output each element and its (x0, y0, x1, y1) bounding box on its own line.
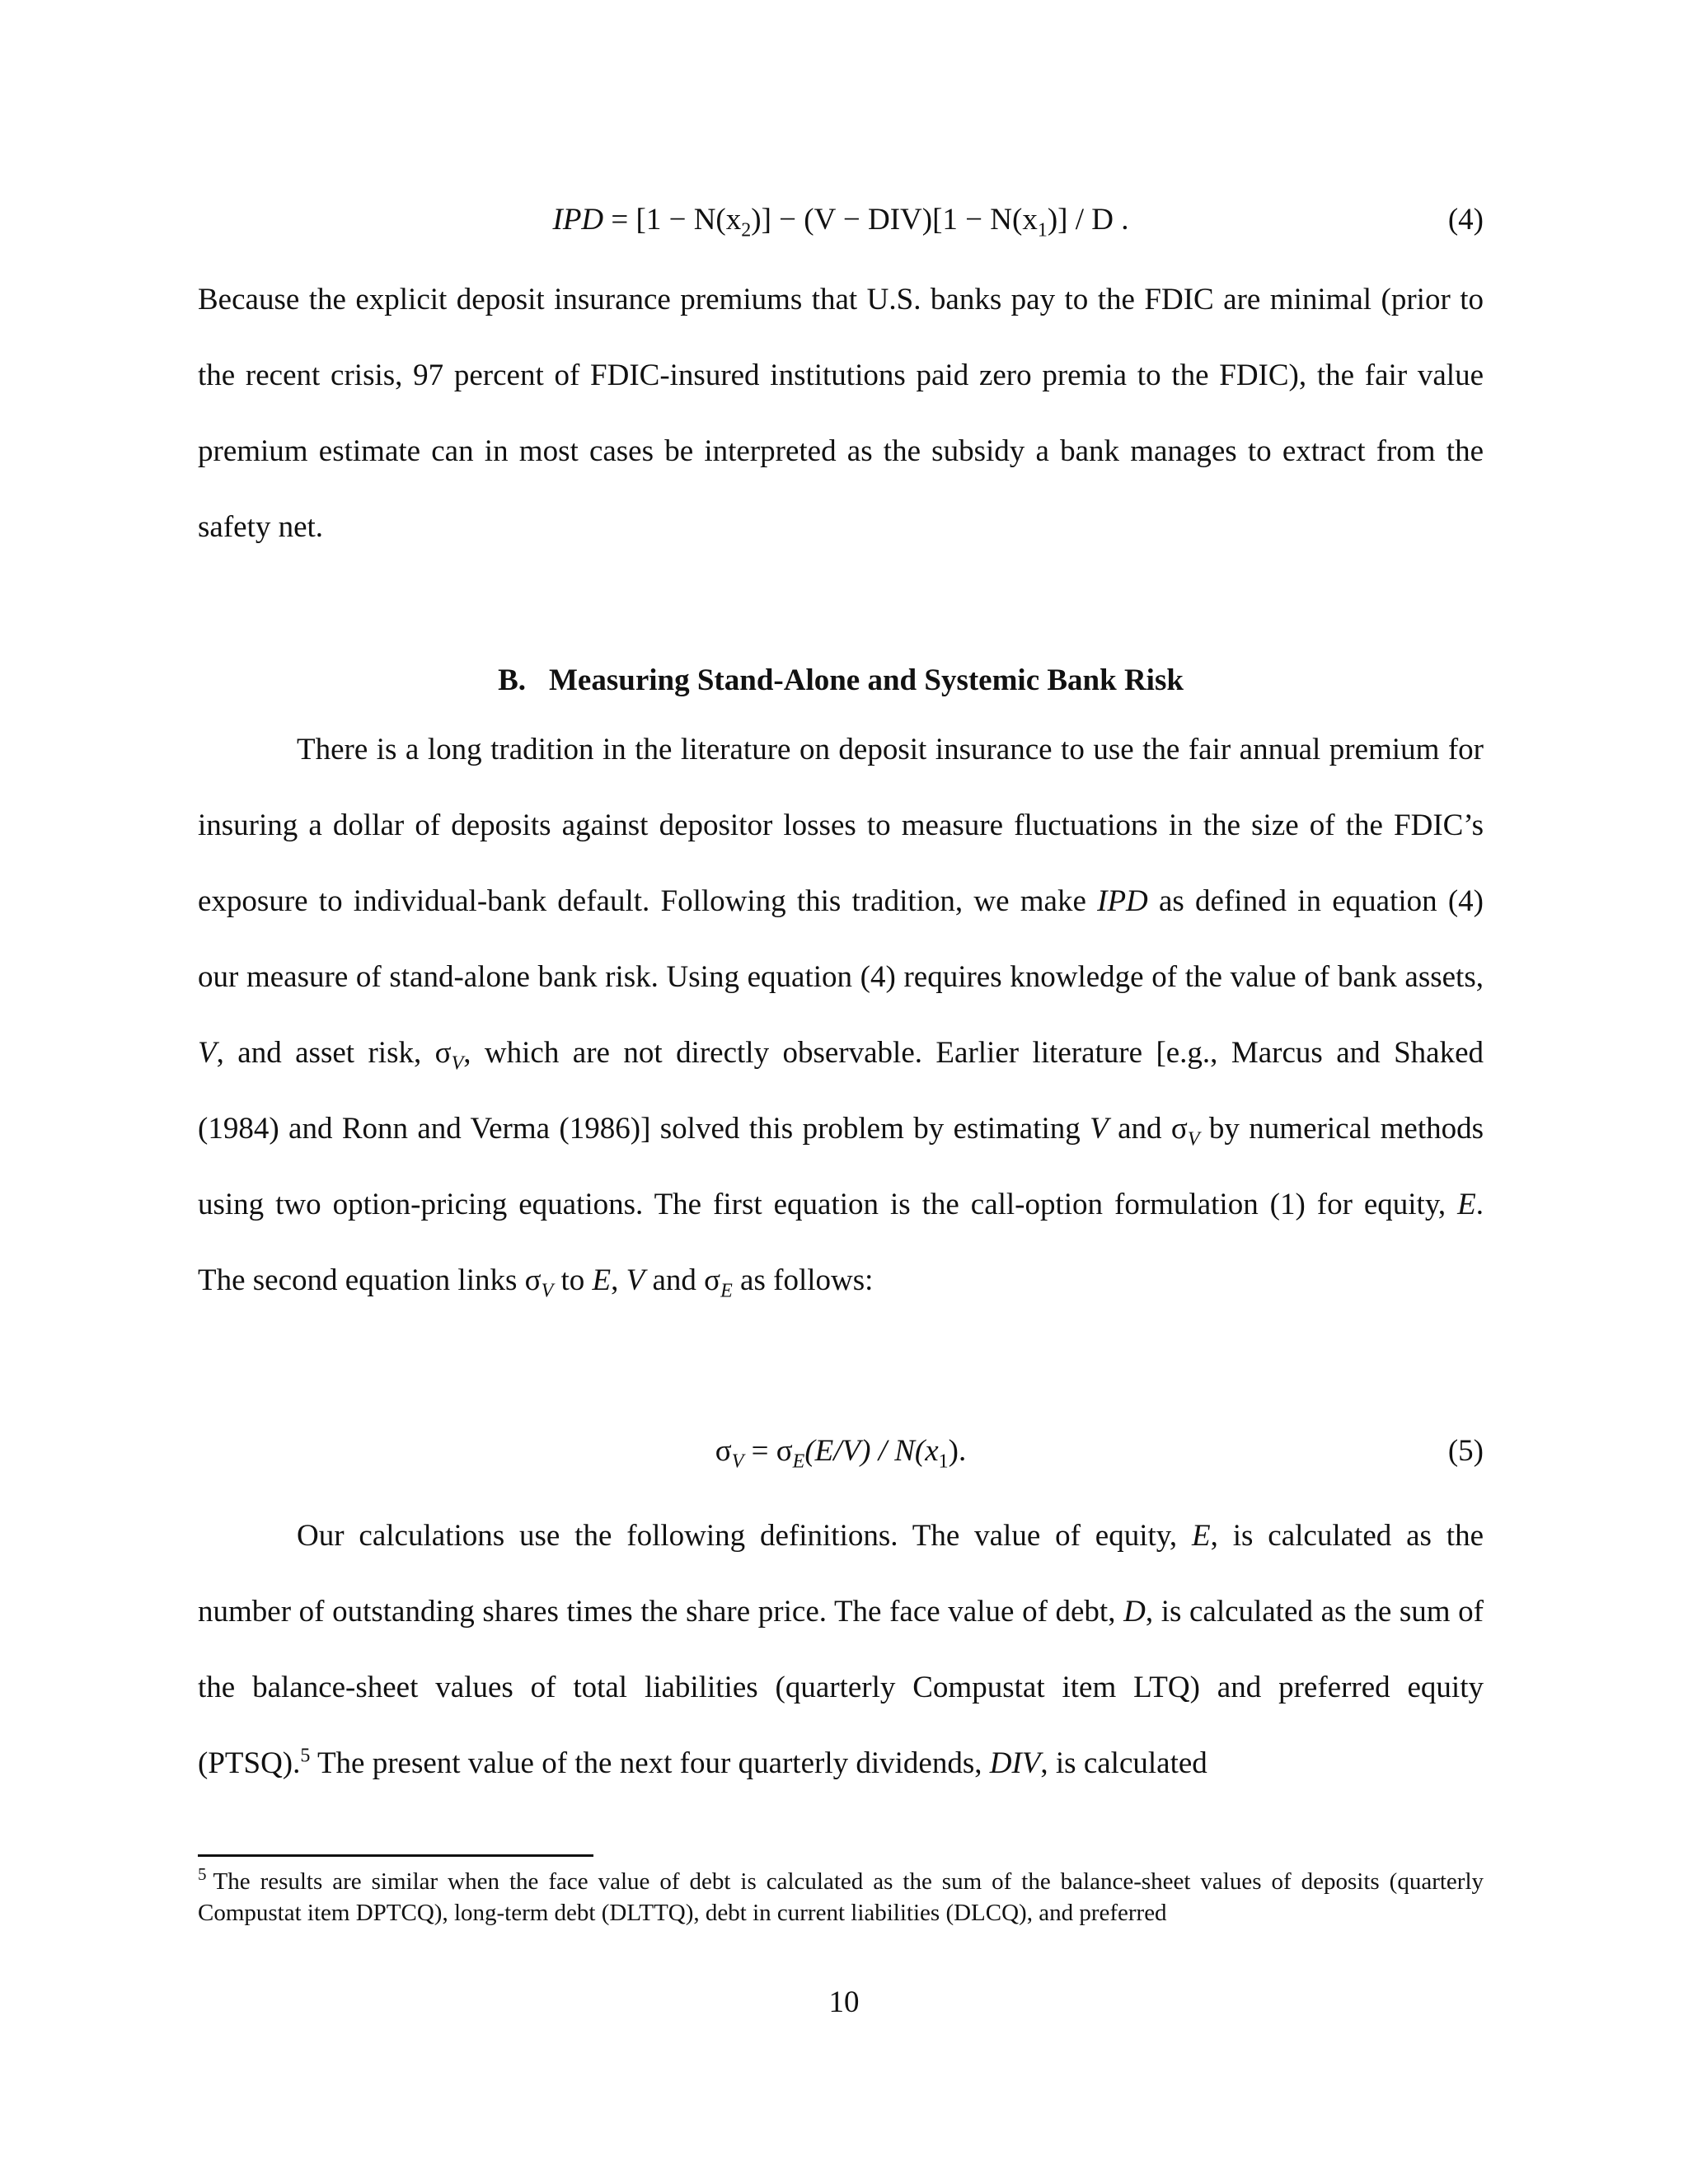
symbol-v: V (626, 1263, 645, 1297)
eq4-sub: 1 (1037, 219, 1048, 241)
symbol-sub-v: V (1187, 1128, 1200, 1151)
symbol-sub-e: E (720, 1280, 733, 1302)
text-run: . The second equation links σ (198, 1188, 1484, 1297)
text-run: , is calculated as the sum of the balance-sheet values of total liabilities (quarterly Compustat item LTQ) and preferred equity (PTSQ). (198, 1595, 1484, 1780)
symbol-div: DIV (989, 1746, 1041, 1780)
section-title: Measuring Stand-Alone and Systemic Bank Risk (549, 663, 1184, 697)
eq4-part: = [1 − N(x (603, 203, 742, 237)
section-heading (198, 656, 1484, 705)
symbol-ipd: IPD (1097, 884, 1148, 918)
equation-5-number: (5) (1447, 1434, 1484, 1468)
eq5-part: (E/V) / N(x (804, 1434, 939, 1468)
text-run: , and asset risk, σ (216, 1036, 452, 1070)
page-number: 10 (828, 1985, 860, 2019)
paragraph-stand-alone-risk (198, 712, 1484, 1319)
symbol-e: E (1192, 1519, 1211, 1553)
equation-4-number: (4) (1447, 203, 1484, 237)
symbol-sub-v: V (451, 1052, 464, 1075)
text-run: , (611, 1263, 626, 1297)
symbol-d: D (1123, 1595, 1146, 1629)
symbol-e: E (1457, 1188, 1476, 1221)
text-run: as defined in equation (4) our measure of stand-alone bank risk. Using equation (4) requires knowledge of the value of bank assets, (198, 884, 1484, 994)
text-run: to (553, 1263, 593, 1297)
equation-5-expression (198, 1431, 1484, 1472)
eq5-part: ). (948, 1434, 967, 1468)
equation-4-expression (198, 199, 1484, 241)
text-run: Our calculations use the following definitions. The value of equity, (297, 1519, 1193, 1553)
eq5-sub: V (731, 1451, 744, 1473)
eq4-part: )] / D . (1047, 203, 1129, 237)
text-run: , which are not directly observable. Earlier literature [e.g., Marcus and Shaked (1984) and Ronn and Verma (1986)] solved this problem by estimating (198, 1036, 1484, 1146)
text-run: There is a long tradition in the literature on deposit insurance to use the fair annual premium for insuring a dollar of deposits against depositor losses to measure fluctuations in the size of the FDIC’s exposure to individual-bank default. Following this tradition, we make (198, 733, 1484, 918)
paragraph-definitions (198, 1498, 1484, 1802)
footnote-reference: 5 (300, 1745, 311, 1767)
text-run: and σ (1108, 1112, 1188, 1146)
eq5-sub: E (792, 1451, 805, 1473)
symbol-e: E (592, 1263, 612, 1297)
footnote-divider (198, 1854, 593, 1857)
symbol-v: V (1090, 1112, 1109, 1146)
footnote-mark: 5 (198, 1864, 207, 1885)
text-run: The present value of the next four quarterly dividends, (310, 1746, 990, 1780)
eq4-lhs: IPD (552, 203, 604, 237)
symbol-v: V (198, 1036, 217, 1070)
text-run: and σ (645, 1263, 721, 1297)
section-letter: B. (498, 663, 526, 697)
text-run: , is calculated (1040, 1746, 1207, 1780)
eq5-part: = σ (743, 1434, 793, 1468)
eq5-part: σ (715, 1434, 732, 1468)
eq4-sub: 2 (741, 219, 752, 241)
eq4-part: )] − (V − DIV)[1 − N(x (751, 203, 1038, 237)
eq5-sub: 1 (938, 1451, 949, 1473)
footnote-text: The results are similar when the face value of debt is calculated as the sum of the balance-sheet values of deposits (quarterly Compustat item DPTCQ), long-term debt (DLTTQ), debt in current liabilities (DLCQ), and preferred (198, 1868, 1484, 1926)
text-run: by numerical methods using two option-pricing equations. The first equation is the call-option formulation (1) for equity, (198, 1112, 1484, 1221)
symbol-sub-v: V (541, 1280, 554, 1302)
footnote-5 (198, 1866, 1484, 1929)
text-run: as follows: (732, 1263, 874, 1297)
paragraph-deposit-premiums: Because the explicit deposit insurance premiums that U.S. banks pay to the FDIC are minimal (prior to the recent crisis, 97 percent of FDIC-insured institutions paid zero premia to the FDIC), the fair value premium estimate can in most cases be interpreted as the subsidy a bank manages to extract from the safety net. (198, 283, 1484, 544)
text-run: , is calculated as the number of outstanding shares times the share price. The face value of debt, (198, 1519, 1484, 1629)
